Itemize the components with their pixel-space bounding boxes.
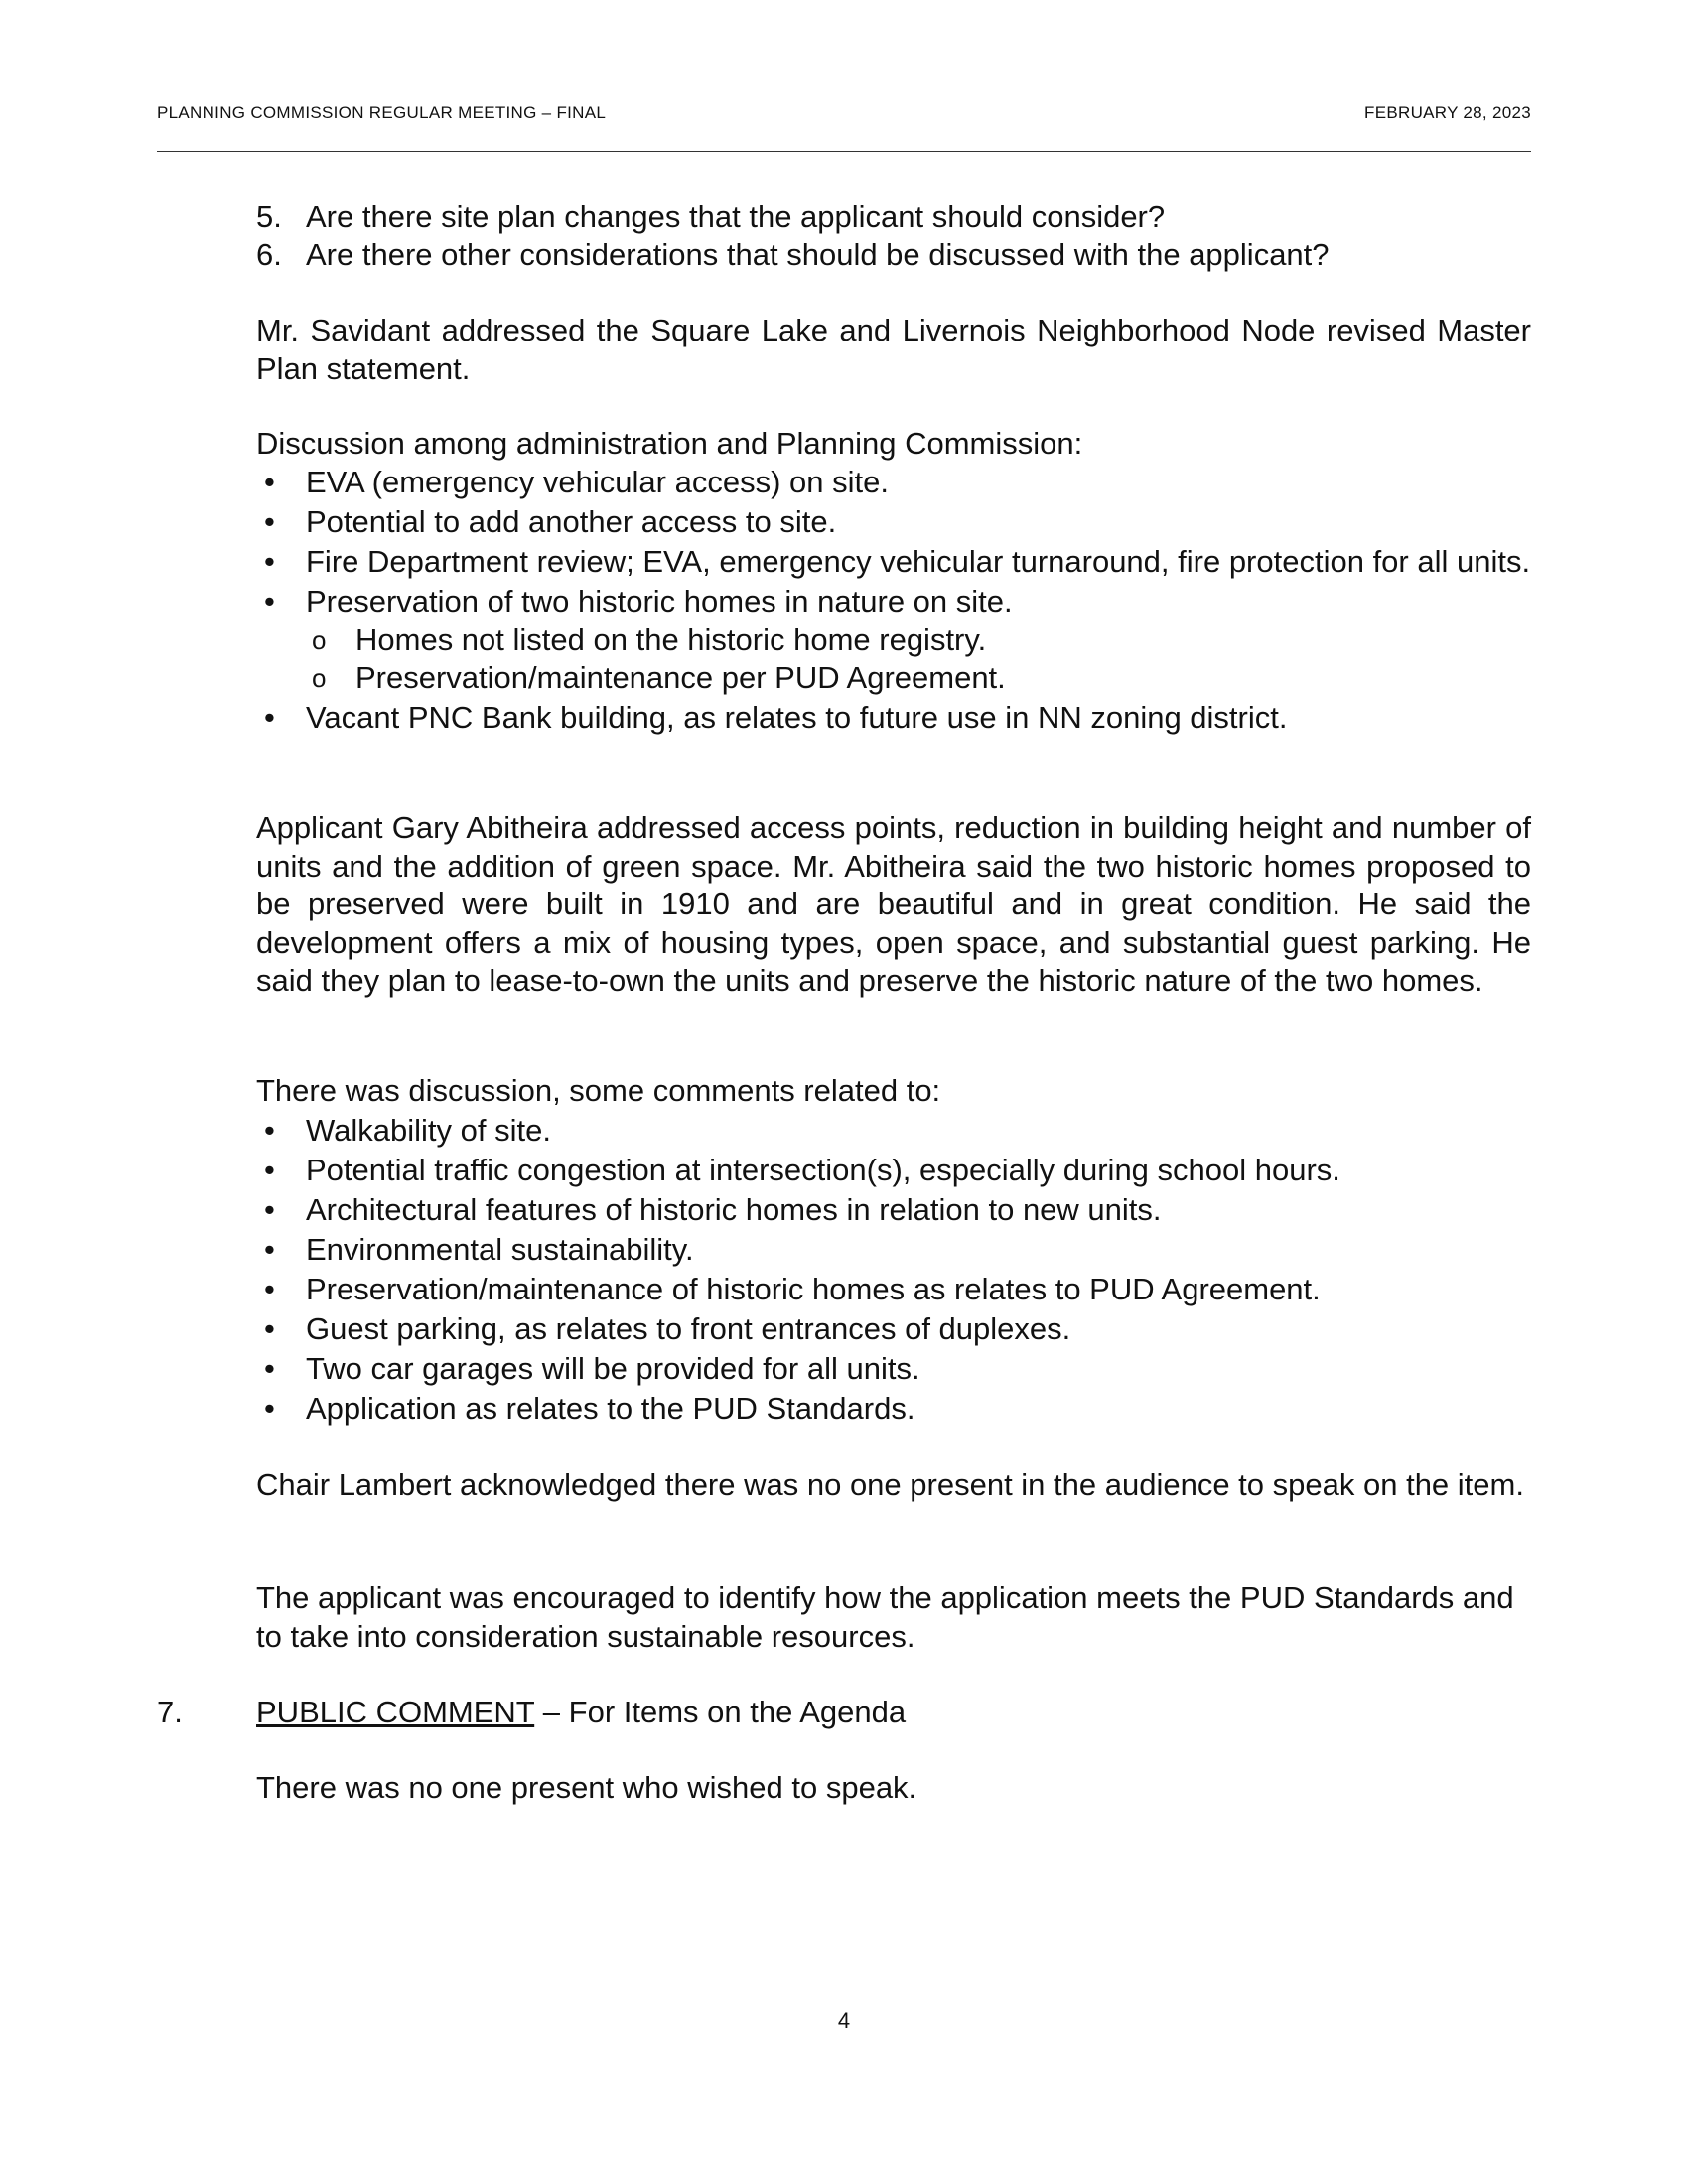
- bullet-icon: •: [264, 1311, 275, 1346]
- bullet-icon: •: [264, 584, 275, 618]
- page-number: 4: [837, 2008, 851, 2033]
- section-title-underlined: PUBLIC COMMENT: [256, 1695, 535, 1729]
- list-item: [256, 1271, 1531, 1309]
- bullet-icon: •: [264, 504, 275, 539]
- list-item: [256, 1112, 1531, 1151]
- encouraged-paragraph: The applicant was encouraged to identify how the application meets the PUD Standards and to take into consideration sustainable resources.: [256, 1580, 1514, 1654]
- list-item: [256, 583, 1531, 698]
- header-date: FEBRUARY 28, 2023: [1364, 103, 1531, 122]
- list-item: [256, 1231, 1531, 1270]
- list-item: [256, 1152, 1531, 1190]
- sub-list-item-text: Homes not listed on the historic home registry.: [355, 621, 987, 657]
- discussion-intro: Discussion among administration and Planning Commission:: [256, 426, 1083, 461]
- list-item-text: Fire Department review; EVA, emergency vehicular turnaround, fire protection for all units.: [306, 544, 1531, 579]
- section-number: 7.: [157, 1695, 183, 1729]
- list-item-text: Application as relates to the PUD Standards.: [306, 1391, 915, 1426]
- comments-bullet-list: [256, 1112, 1531, 1430]
- list-item-text: Walkability of site.: [306, 1113, 551, 1148]
- sub-list-item-text: Preservation/maintenance per PUD Agreement.: [355, 660, 1006, 695]
- bullet-icon: •: [264, 1272, 275, 1306]
- section-title-rest: – For Items on the Agenda: [534, 1695, 907, 1729]
- section-body: There was no one present who wished to speak.: [256, 1770, 917, 1805]
- bullet-icon: •: [264, 1232, 275, 1267]
- chair-paragraph: Chair Lambert acknowledged there was no one present in the audience to speak on the item.: [256, 1467, 1524, 1502]
- list-item-text: Potential traffic congestion at intersection(s), especially during school hours.: [306, 1153, 1340, 1187]
- list-item: [256, 503, 1531, 542]
- circle-bullet-icon: o: [312, 663, 327, 693]
- discussion-bullet-list: [256, 464, 1531, 739]
- circle-bullet-icon: o: [312, 624, 327, 655]
- list-item: [256, 699, 1531, 738]
- savidant-paragraph: Mr. Savidant addressed the Square Lake and Livernois Neighborhood Node revised Master Plan statement.: [256, 313, 1531, 386]
- header-meeting-title: PLANNING COMMISSION REGULAR MEETING – FINAL: [157, 103, 607, 122]
- bullet-icon: •: [264, 700, 275, 735]
- bullet-icon: •: [264, 1192, 275, 1227]
- bullet-icon: •: [264, 1351, 275, 1386]
- question-text: Are there other considerations that should be discussed with the applicant?: [306, 237, 1330, 272]
- list-item: [256, 1390, 1531, 1429]
- bullet-icon: •: [264, 1391, 275, 1426]
- comments-intro: There was discussion, some comments related to:: [256, 1073, 941, 1108]
- question-number: 5.: [256, 200, 282, 234]
- applicant-paragraph: Applicant Gary Abitheira addressed access points, reduction in building height and number of units and the addition of green space. Mr. Abitheira said the two historic homes proposed to be preserved were built in 1910 and are beautiful and in great condition. He said the development offers a mix of housing types, open space, and substantial guest parking. He said they plan to lease-to-own the units and preserve the historic nature of the two homes.: [256, 810, 1531, 998]
- bullet-icon: •: [264, 1113, 275, 1148]
- section-title: [256, 1694, 906, 1732]
- list-item-text: EVA (emergency vehicular access) on site.: [306, 465, 889, 499]
- list-item: [256, 1191, 1531, 1230]
- list-item-text: Preservation/maintenance of historic homes as relates to PUD Agreement.: [306, 1272, 1321, 1306]
- list-item: [256, 1350, 1531, 1389]
- sub-list-item: [306, 621, 1531, 660]
- question-number: 6.: [256, 237, 282, 272]
- page-header: [157, 99, 1531, 152]
- list-item-text: Environmental sustainability.: [306, 1232, 694, 1267]
- bullet-icon: •: [264, 544, 275, 579]
- sub-list-item: [306, 659, 1531, 698]
- list-item: [256, 464, 1531, 502]
- list-item: [256, 543, 1531, 582]
- list-item-text: Preservation of two historic homes in nature on site.: [306, 584, 1013, 618]
- bullet-icon: •: [264, 465, 275, 499]
- list-item-text: Guest parking, as relates to front entrances of duplexes.: [306, 1311, 1071, 1346]
- sub-bullet-list: [306, 621, 1531, 698]
- question-text: Are there site plan changes that the applicant should consider?: [306, 200, 1166, 234]
- list-item-text: Vacant PNC Bank building, as relates to future use in NN zoning district.: [306, 700, 1288, 735]
- list-item-text: Potential to add another access to site.: [306, 504, 837, 539]
- list-item: [256, 1310, 1531, 1349]
- bullet-icon: •: [264, 1153, 275, 1187]
- list-item-text: Architectural features of historic homes in relation to new units.: [306, 1192, 1162, 1227]
- list-item-text: Two car garages will be provided for all units.: [306, 1351, 920, 1386]
